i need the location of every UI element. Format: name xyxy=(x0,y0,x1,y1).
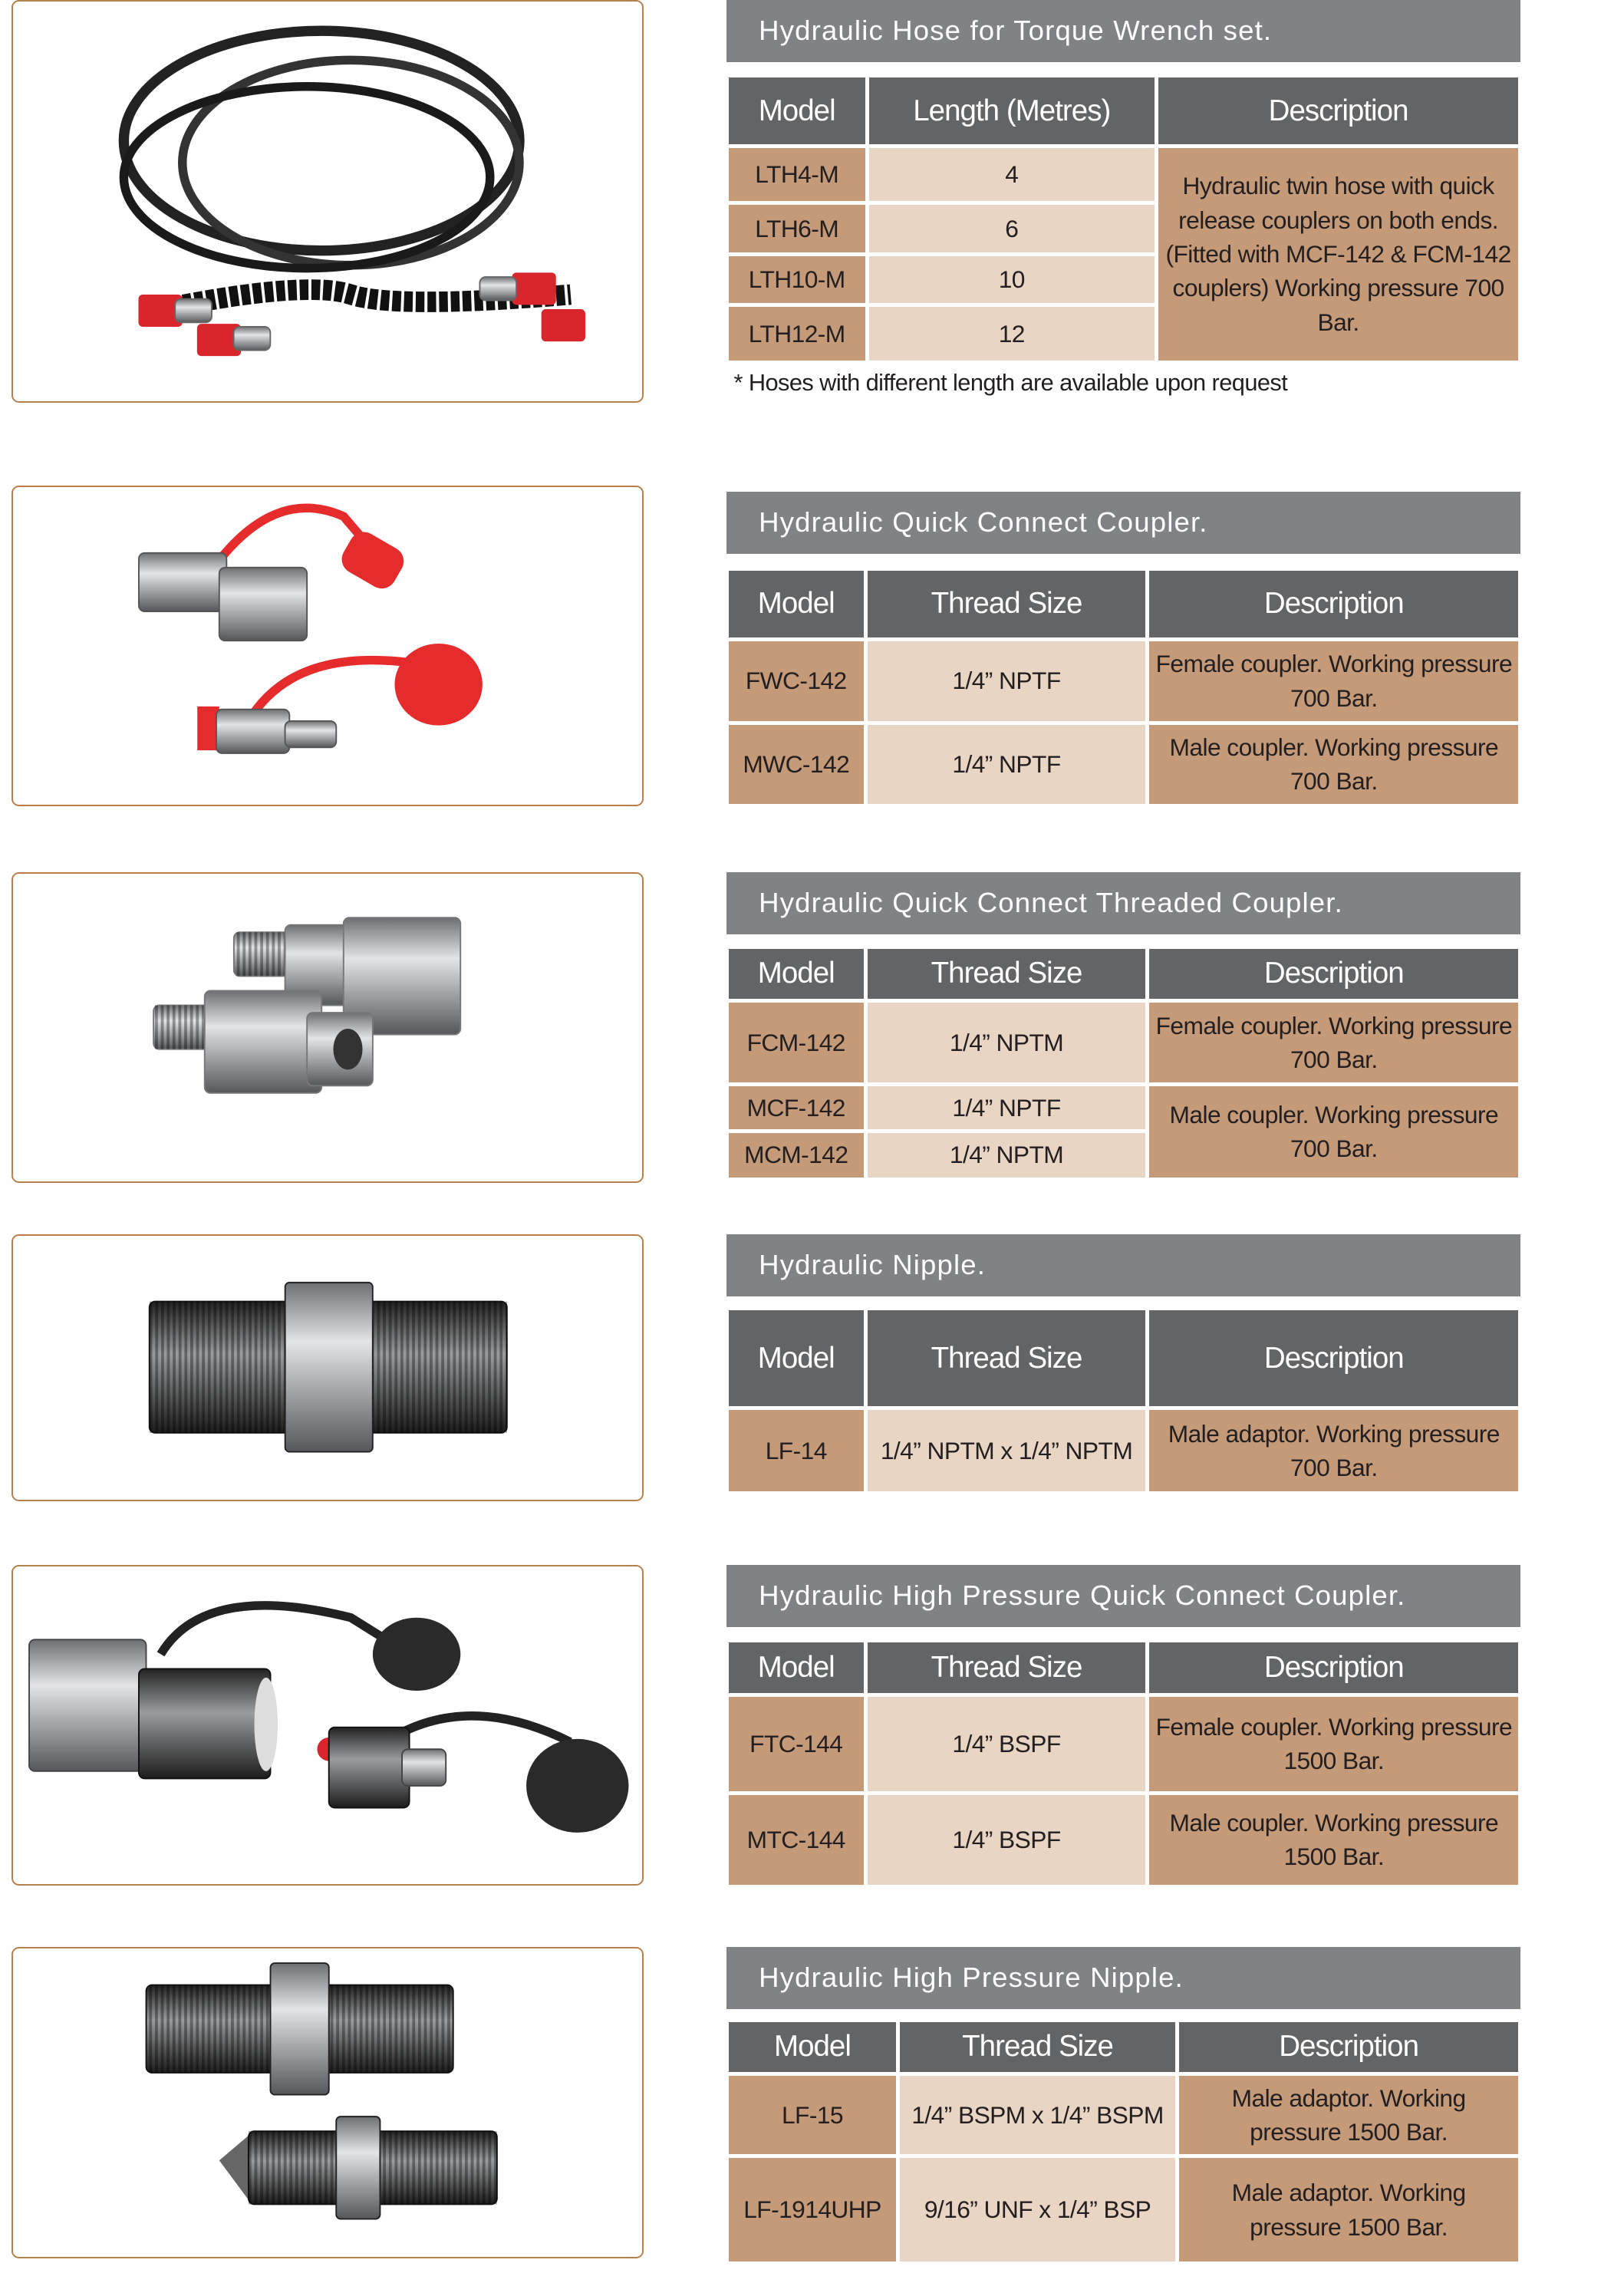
section-title: Hydraulic Quick Connect Threaded Coupler. xyxy=(726,872,1520,934)
table-row xyxy=(729,2158,1518,2261)
model-cell: FTC-144 xyxy=(729,1697,864,1791)
column-header: Description xyxy=(1149,571,1518,637)
description-cell: Female coupler. Working pressure 1500 Bar. xyxy=(1149,1697,1518,1791)
thread-size-cell: 12 xyxy=(869,307,1155,360)
spec-table xyxy=(725,2018,1522,2265)
description-cell: Male adaptor. Working pressure 1500 Bar. xyxy=(1179,2076,1518,2154)
thread-size-cell: 6 xyxy=(869,205,1155,252)
thread-size-cell: 1/4” NPTM xyxy=(868,1003,1146,1082)
thread-size-cell: 1/4” BSPM x 1/4” BSPM xyxy=(900,2076,1175,2154)
section-title: Hydraulic High Pressure Nipple. xyxy=(726,1947,1520,2009)
description-cell: Male coupler. Working pressure 700 Bar. xyxy=(1149,725,1518,805)
column-header: Model xyxy=(729,2022,896,2072)
spec-table xyxy=(725,567,1522,808)
model-cell: LF-1914UHP xyxy=(729,2158,896,2261)
quick-connect-coupler-image xyxy=(12,486,644,806)
table-header-row xyxy=(729,949,1518,999)
column-header: Thread Size xyxy=(868,1642,1146,1692)
thread-size-cell: 1/4” BSPF xyxy=(868,1697,1146,1791)
thread-size-cell: 4 xyxy=(869,148,1155,201)
thread-size-cell: 10 xyxy=(869,256,1155,304)
spec-table xyxy=(725,1639,1522,1889)
description-cell: Male adaptor. Working pressure 1500 Bar. xyxy=(1179,2158,1518,2261)
section-title: Hydraulic High Pressure Quick Connect Coupler. xyxy=(726,1565,1520,1627)
column-header: Model xyxy=(729,77,865,144)
thread-size-cell: 9/16” UNF x 1/4” BSP xyxy=(900,2158,1175,2261)
model-cell: LTH4-M xyxy=(729,148,865,201)
table-row xyxy=(729,1086,1518,1129)
model-cell: MCM-142 xyxy=(729,1133,864,1178)
column-header: Model xyxy=(729,1642,864,1692)
hydraulic-nipple-image xyxy=(12,1234,644,1501)
column-header: Description xyxy=(1179,2022,1518,2072)
model-cell: FCM-142 xyxy=(729,1003,864,1082)
column-header: Length (Metres) xyxy=(869,77,1155,144)
spec-table xyxy=(725,74,1522,364)
model-cell: LF-14 xyxy=(729,1410,864,1491)
table-header-row xyxy=(729,571,1518,637)
section-title: Hydraulic Nipple. xyxy=(726,1234,1520,1296)
column-header: Description xyxy=(1149,949,1518,999)
table-row xyxy=(729,2076,1518,2154)
table-row xyxy=(729,725,1518,805)
column-header: Thread Size xyxy=(868,1310,1146,1406)
column-header: Thread Size xyxy=(868,571,1146,637)
column-header: Model xyxy=(729,571,864,637)
description-cell: Male adaptor. Working pressure 700 Bar. xyxy=(1149,1410,1518,1491)
table-row xyxy=(729,1697,1518,1791)
table-header-row xyxy=(729,77,1518,144)
model-cell: LF-15 xyxy=(729,2076,896,2154)
model-cell: LTH10-M xyxy=(729,256,865,304)
table-row xyxy=(729,148,1518,201)
high-pressure-nipple-image xyxy=(12,1947,644,2258)
hydraulic-hose-image xyxy=(12,0,644,403)
thread-size-cell: 1/4” NPTF xyxy=(868,1086,1146,1129)
model-cell: MTC-144 xyxy=(729,1795,864,1885)
description-cell: Hydraulic twin hose with quick release couplers on both ends. (Fitted with MCF-142 & FCM-142 couplers) Working pressure 700 Bar. xyxy=(1158,148,1518,361)
footnote: * Hoses with different length are available upon request xyxy=(733,369,1288,397)
description-cell: Male coupler. Working pressure 1500 Bar. xyxy=(1149,1795,1518,1885)
spec-table xyxy=(725,945,1522,1181)
table-header-row xyxy=(729,1642,1518,1692)
table-row xyxy=(729,641,1518,721)
column-header: Model xyxy=(729,1310,864,1406)
model-cell: LTH12-M xyxy=(729,307,865,360)
model-cell: MWC-142 xyxy=(729,725,864,805)
spec-table xyxy=(725,1306,1522,1495)
column-header: Model xyxy=(729,949,864,999)
thread-size-cell: 1/4” NPTM xyxy=(868,1133,1146,1178)
column-header: Thread Size xyxy=(868,949,1146,999)
threaded-coupler-image xyxy=(12,872,644,1182)
model-cell: FWC-142 xyxy=(729,641,864,721)
model-cell: MCF-142 xyxy=(729,1086,864,1129)
thread-size-cell: 1/4” NPTF xyxy=(868,725,1146,805)
column-header: Thread Size xyxy=(900,2022,1175,2072)
description-cell: Female coupler. Working pressure 700 Bar. xyxy=(1149,641,1518,721)
table-header-row xyxy=(729,2022,1518,2072)
thread-size-cell: 1/4” BSPF xyxy=(868,1795,1146,1885)
section-title: Hydraulic Hose for Torque Wrench set. xyxy=(726,0,1520,62)
model-cell: LTH6-M xyxy=(729,205,865,252)
high-pressure-coupler-image xyxy=(12,1565,644,1886)
table-row xyxy=(729,1003,1518,1082)
thread-size-cell: 1/4” NPTM x 1/4” NPTM xyxy=(868,1410,1146,1491)
section-title: Hydraulic Quick Connect Coupler. xyxy=(726,492,1520,554)
table-row xyxy=(729,1795,1518,1885)
table-header-row xyxy=(729,1310,1518,1406)
table-row xyxy=(729,1410,1518,1491)
column-header: Description xyxy=(1149,1310,1518,1406)
thread-size-cell: 1/4” NPTF xyxy=(868,641,1146,721)
description-cell: Male coupler. Working pressure 700 Bar. xyxy=(1149,1086,1518,1178)
column-header: Description xyxy=(1158,77,1518,144)
description-cell: Female coupler. Working pressure 700 Bar. xyxy=(1149,1003,1518,1082)
column-header: Description xyxy=(1149,1642,1518,1692)
